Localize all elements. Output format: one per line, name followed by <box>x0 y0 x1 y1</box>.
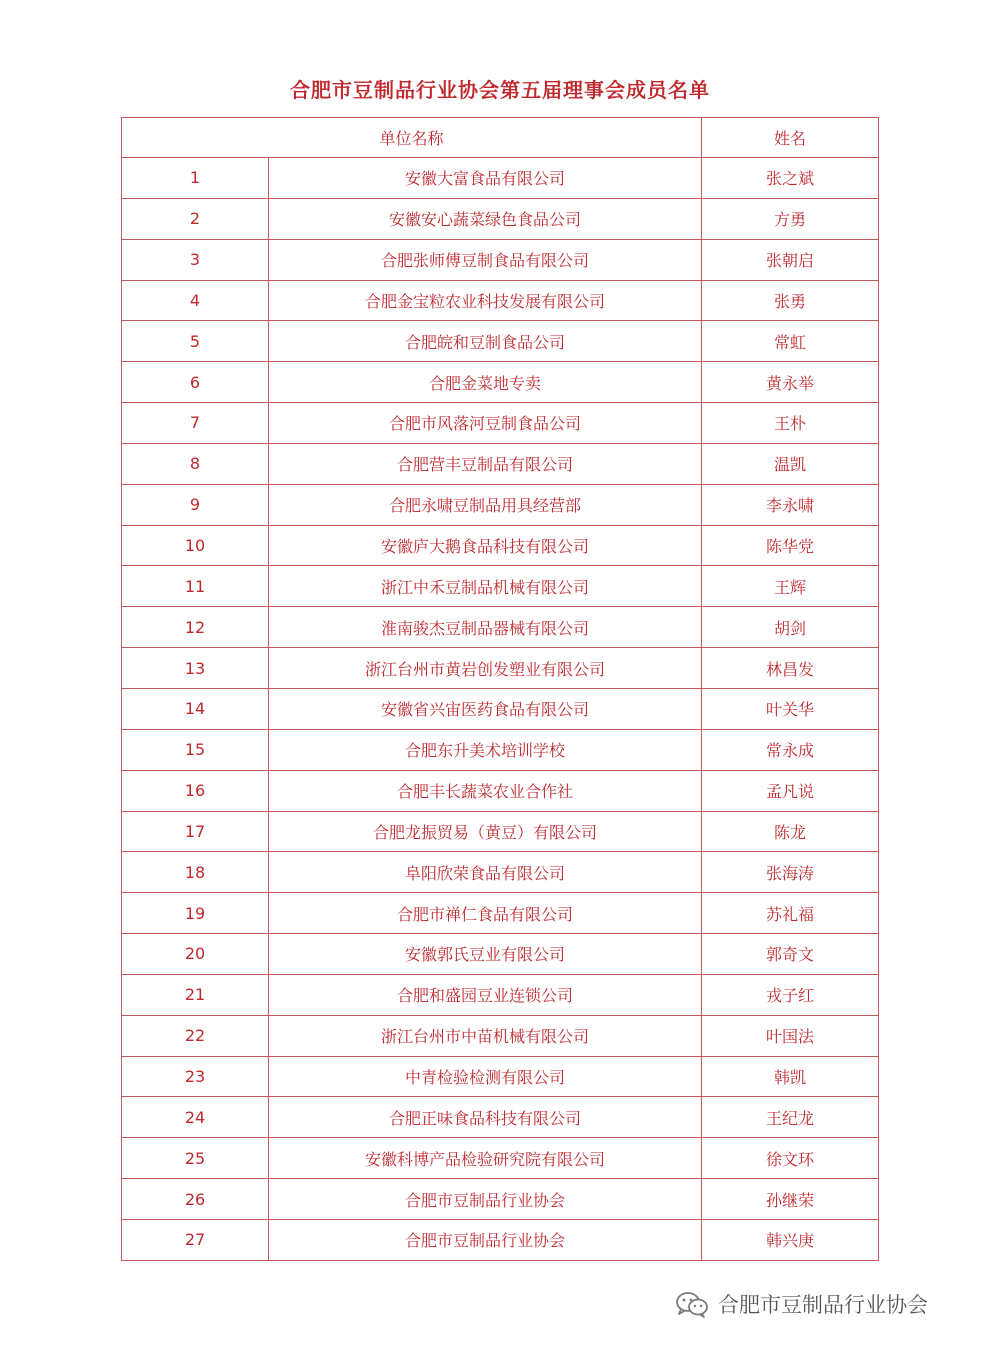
member-name: 王朴 <box>702 403 879 444</box>
unit-name: 合肥东升美术培训学校 <box>269 729 702 770</box>
table-row <box>122 688 879 729</box>
row-number: 5 <box>122 321 269 362</box>
row-number: 1 <box>122 158 269 199</box>
table-row <box>122 852 879 893</box>
member-name: 叶关华 <box>702 688 879 729</box>
member-name: 林昌发 <box>702 648 879 689</box>
table-row <box>122 648 879 689</box>
row-number: 21 <box>122 974 269 1015</box>
member-name: 胡剑 <box>702 607 879 648</box>
table-row <box>122 198 879 239</box>
unit-name: 浙江台州市黄岩创发塑业有限公司 <box>269 648 702 689</box>
row-number: 3 <box>122 239 269 280</box>
table-body <box>122 158 879 1261</box>
member-name: 王纪龙 <box>702 1097 879 1138</box>
table-row <box>122 1097 879 1138</box>
unit-name: 合肥市豆制品行业协会 <box>269 1179 702 1220</box>
unit-name: 合肥正味食品科技有限公司 <box>269 1097 702 1138</box>
row-number: 20 <box>122 934 269 975</box>
table-row <box>122 729 879 770</box>
table-row <box>122 280 879 321</box>
row-number: 7 <box>122 403 269 444</box>
table-row <box>122 484 879 525</box>
member-name: 张朝启 <box>702 239 879 280</box>
table-row <box>122 566 879 607</box>
table-row <box>122 1056 879 1097</box>
member-name: 孟凡说 <box>702 770 879 811</box>
unit-name: 合肥张师傅豆制食品有限公司 <box>269 239 702 280</box>
row-number: 18 <box>122 852 269 893</box>
row-number: 4 <box>122 280 269 321</box>
unit-name: 合肥皖和豆制食品公司 <box>269 321 702 362</box>
row-number: 27 <box>122 1219 269 1260</box>
member-name: 常虹 <box>702 321 879 362</box>
table-row <box>122 403 879 444</box>
unit-name: 合肥永啸豆制品用具经营部 <box>269 484 702 525</box>
member-name: 张之斌 <box>702 158 879 199</box>
table-row <box>122 362 879 403</box>
row-number: 17 <box>122 811 269 852</box>
unit-name: 合肥金宝粒农业科技发展有限公司 <box>269 280 702 321</box>
unit-name: 中青检验检测有限公司 <box>269 1056 702 1097</box>
row-number: 19 <box>122 893 269 934</box>
member-name: 韩凯 <box>702 1056 879 1097</box>
member-name: 陈华党 <box>702 525 879 566</box>
unit-name: 浙江中禾豆制品机械有限公司 <box>269 566 702 607</box>
row-number: 6 <box>122 362 269 403</box>
member-name: 黄永举 <box>702 362 879 403</box>
unit-name: 合肥金菜地专卖 <box>269 362 702 403</box>
member-table <box>121 117 879 1261</box>
header-unit: 单位名称 <box>122 118 702 158</box>
table-row <box>122 1179 879 1220</box>
unit-name: 合肥营丰豆制品有限公司 <box>269 443 702 484</box>
member-name: 孙继荣 <box>702 1179 879 1220</box>
unit-name: 浙江台州市中苗机械有限公司 <box>269 1015 702 1056</box>
member-name: 常永成 <box>702 729 879 770</box>
watermark-text: 合肥市豆制品行业协会 <box>718 1293 928 1317</box>
member-name: 陈龙 <box>702 811 879 852</box>
document-title: 合肥市豆制品行业协会第五届理事会成员名单 <box>290 78 710 102</box>
row-number: 25 <box>122 1138 269 1179</box>
member-name: 韩兴庚 <box>702 1219 879 1260</box>
unit-name: 合肥和盛园豆业连锁公司 <box>269 974 702 1015</box>
unit-name: 淮南骏杰豆制品器械有限公司 <box>269 607 702 648</box>
unit-name: 安徽省兴宙医药食品有限公司 <box>269 688 702 729</box>
row-number: 15 <box>122 729 269 770</box>
table-row <box>122 321 879 362</box>
unit-name: 合肥龙振贸易（黄豆）有限公司 <box>269 811 702 852</box>
row-number: 23 <box>122 1056 269 1097</box>
member-name: 徐文环 <box>702 1138 879 1179</box>
unit-name: 安徽科博产品检验研究院有限公司 <box>269 1138 702 1179</box>
member-name: 戎子红 <box>702 974 879 1015</box>
unit-name: 合肥市豆制品行业协会 <box>269 1219 702 1260</box>
member-name: 郭奇文 <box>702 934 879 975</box>
member-name: 方勇 <box>702 198 879 239</box>
unit-name: 安徽安心蔬菜绿色食品公司 <box>269 198 702 239</box>
member-name: 叶国法 <box>702 1015 879 1056</box>
table-header-row <box>122 118 879 158</box>
table-row <box>122 974 879 1015</box>
table-row <box>122 443 879 484</box>
row-number: 8 <box>122 443 269 484</box>
row-number: 10 <box>122 525 269 566</box>
table-row <box>122 525 879 566</box>
unit-name: 安徽郭氏豆业有限公司 <box>269 934 702 975</box>
row-number: 12 <box>122 607 269 648</box>
member-name: 王辉 <box>702 566 879 607</box>
table-row <box>122 811 879 852</box>
row-number: 9 <box>122 484 269 525</box>
row-number: 13 <box>122 648 269 689</box>
table-row <box>122 770 879 811</box>
unit-name: 合肥市禅仁食品有限公司 <box>269 893 702 934</box>
header-name: 姓名 <box>702 118 879 158</box>
row-number: 14 <box>122 688 269 729</box>
member-name: 李永啸 <box>702 484 879 525</box>
row-number: 22 <box>122 1015 269 1056</box>
table-row <box>122 1138 879 1179</box>
row-number: 26 <box>122 1179 269 1220</box>
row-number: 11 <box>122 566 269 607</box>
unit-name: 安徽大富食品有限公司 <box>269 158 702 199</box>
table-row <box>122 893 879 934</box>
member-name: 苏礼福 <box>702 893 879 934</box>
watermark <box>674 1290 928 1318</box>
row-number: 16 <box>122 770 269 811</box>
member-name: 张海涛 <box>702 852 879 893</box>
member-name: 温凯 <box>702 443 879 484</box>
table-row <box>122 934 879 975</box>
unit-name: 合肥市风落河豆制食品公司 <box>269 403 702 444</box>
table-row <box>122 158 879 199</box>
row-number: 2 <box>122 198 269 239</box>
table-row <box>122 1015 879 1056</box>
unit-name: 阜阳欣荣食品有限公司 <box>269 852 702 893</box>
unit-name: 安徽庐大鹅食品科技有限公司 <box>269 525 702 566</box>
table-row <box>122 607 879 648</box>
member-name: 张勇 <box>702 280 879 321</box>
table-row <box>122 239 879 280</box>
wechat-icon <box>674 1290 710 1318</box>
row-number: 24 <box>122 1097 269 1138</box>
table-row <box>122 1219 879 1260</box>
unit-name: 合肥丰长蔬菜农业合作社 <box>269 770 702 811</box>
